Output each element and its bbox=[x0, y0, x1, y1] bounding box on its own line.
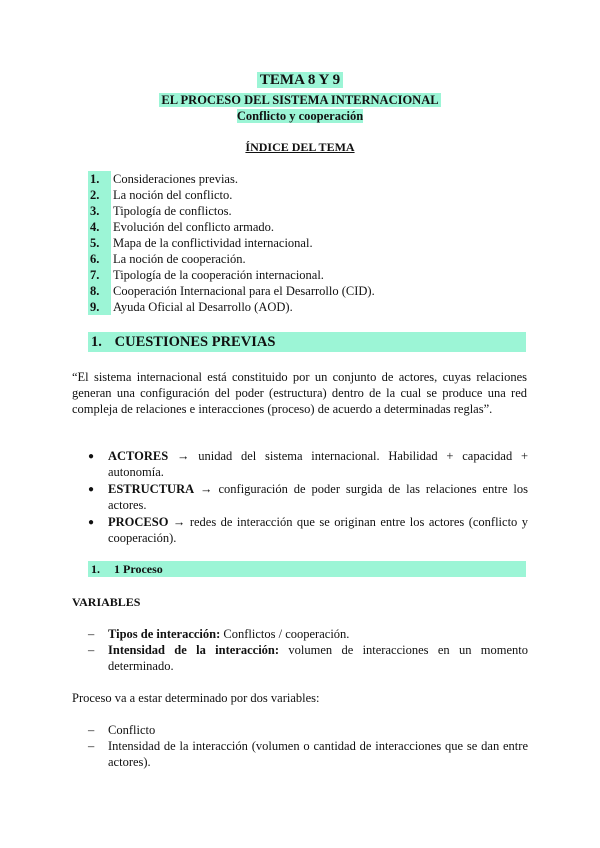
toc-item bbox=[88, 251, 528, 267]
list-item bbox=[88, 514, 528, 546]
toc-number: 8. bbox=[88, 283, 111, 299]
list-item bbox=[88, 722, 528, 738]
toc-number: 3. bbox=[88, 203, 111, 219]
definition: → configuración de poder surgida de las relaciones entre los actores. bbox=[108, 482, 528, 512]
term: Intensidad de la interacción: bbox=[108, 643, 280, 657]
dash-icon: – bbox=[88, 643, 95, 657]
list-item-text: Intensidad de la interacción (volumen o cantidad de interacciones que se dan entre actores). bbox=[108, 739, 528, 769]
toc-item bbox=[88, 187, 528, 203]
bullet-icon: ● bbox=[88, 451, 95, 462]
dash-icon: – bbox=[88, 627, 95, 641]
proceso-list bbox=[88, 722, 528, 770]
list-item-text: Conflicto bbox=[108, 723, 156, 737]
bullet-icon: ● bbox=[88, 517, 95, 528]
section-number: 1. bbox=[91, 562, 100, 576]
section-heading-cuestiones-previas bbox=[88, 332, 526, 352]
definition: → redes de interacción que se originan entre los actores (conflicto y cooperación). bbox=[108, 515, 528, 545]
list-item bbox=[88, 481, 528, 513]
page-title: TEMA 8 Y 9 bbox=[0, 72, 600, 89]
toc-number: 4. bbox=[88, 219, 111, 235]
page-subtitle: EL PROCESO DEL SISTEMA INTERNACIONAL bbox=[161, 93, 439, 107]
proceso-paragraph: Proceso va a estar determinado por dos variables: bbox=[72, 691, 320, 705]
section-heading-proceso bbox=[88, 561, 526, 577]
variables-list bbox=[88, 626, 528, 674]
bullet-icon: ● bbox=[88, 484, 95, 495]
dash-icon: – bbox=[88, 723, 95, 737]
term: PROCESO bbox=[108, 515, 169, 529]
term: ESTRUCTURA bbox=[108, 482, 195, 496]
toc-item bbox=[88, 219, 528, 235]
toc-item bbox=[88, 171, 528, 187]
index-title: ÍNDICE DEL TEMA bbox=[245, 140, 355, 154]
toc-item bbox=[88, 235, 528, 251]
table-of-contents bbox=[88, 171, 528, 315]
list-item bbox=[88, 448, 528, 480]
toc-item bbox=[88, 267, 528, 283]
toc-number: 1. bbox=[88, 171, 111, 187]
definition-quote: “El sistema internacional está constituido por un conjunto de actores, cuyas relaciones generan una configuración del poder (estructura) dentro de la cual se produce una red compleja de relaciones e interacciones (proceso) de acuerdo a determinadas reglas”. bbox=[72, 370, 527, 416]
toc-text: Tipología de la cooperación internacional. bbox=[113, 268, 324, 282]
toc-text: La noción de cooperación. bbox=[113, 252, 246, 266]
term: Tipos de interacción: bbox=[108, 627, 221, 641]
page-subsubtitle: Conflicto y cooperación bbox=[236, 109, 364, 123]
toc-number: 6. bbox=[88, 251, 111, 267]
section-title: CUESTIONES PREVIAS bbox=[114, 334, 276, 350]
toc-text: Cooperación Internacional para el Desarrollo (CID). bbox=[113, 284, 375, 298]
definition: volumen de interacciones en un momento determinado. bbox=[108, 643, 528, 673]
toc-text: Evolución del conflicto armado. bbox=[113, 220, 275, 234]
toc-text: Ayuda Oficial al Desarrollo (AOD). bbox=[113, 300, 293, 314]
toc-number: 5. bbox=[88, 235, 111, 251]
toc-text: Tipología de conflictos. bbox=[113, 204, 232, 218]
definition: Conflictos / cooperación. bbox=[220, 627, 350, 641]
section-number: 1. bbox=[91, 334, 102, 350]
toc-item bbox=[88, 203, 528, 219]
toc-number: 2. bbox=[88, 187, 111, 203]
toc-text: La noción del conflicto. bbox=[113, 188, 233, 202]
dash-icon: – bbox=[88, 739, 95, 753]
variables-label: VARIABLES bbox=[72, 595, 141, 609]
list-item bbox=[88, 738, 528, 770]
definition: → unidad del sistema internacional. Habilidad + capacidad + autonomía. bbox=[108, 449, 528, 479]
list-item bbox=[88, 626, 528, 642]
toc-item bbox=[88, 299, 528, 315]
toc-text: Mapa de la conflictividad internacional. bbox=[113, 236, 313, 250]
section-title: 1 Proceso bbox=[114, 562, 163, 576]
list-item bbox=[88, 642, 528, 674]
term: ACTORES bbox=[108, 449, 169, 463]
concept-list bbox=[88, 448, 528, 547]
toc-number: 9. bbox=[88, 299, 111, 315]
toc-number: 7. bbox=[88, 267, 111, 283]
toc-text: Consideraciones previas. bbox=[113, 172, 238, 186]
toc-item bbox=[88, 283, 528, 299]
